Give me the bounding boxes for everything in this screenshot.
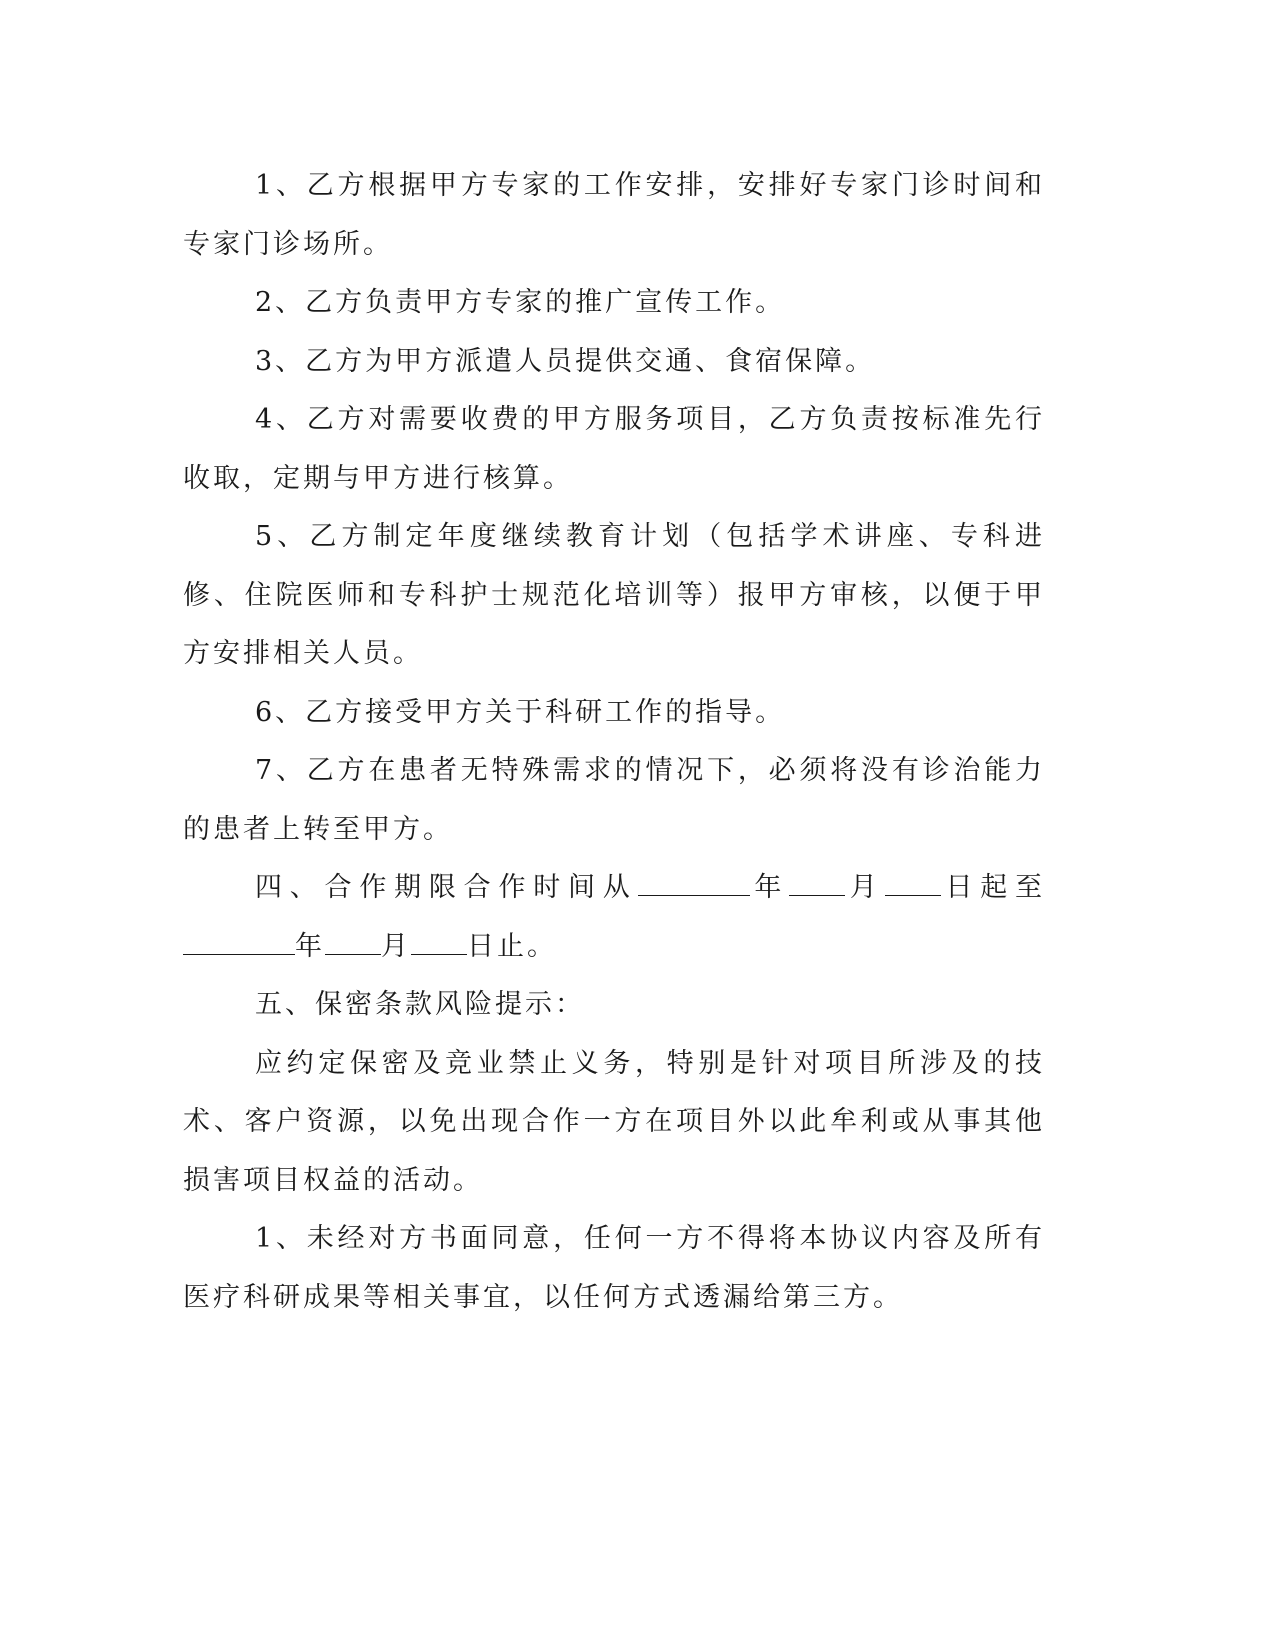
- paragraph-item-3: 3、乙方为甲方派遣人员提供交通、食宿保障。: [255, 345, 876, 377]
- term-end-month-label: 月: [381, 930, 411, 962]
- term-day-label: 日起至: [940, 872, 1046, 903]
- term-month-label: 月: [845, 872, 885, 903]
- start-year-blank: [638, 871, 750, 896]
- paragraph-item-5: 5、乙方制定年度继续教育计划（包括学术讲座、专科进修、住院医师和专科护士规范化培训等）报甲方审核，以便于甲方安排相关人员。: [183, 521, 1045, 669]
- term-prefix: 四、合作期限合作时间从: [255, 872, 638, 903]
- start-month-blank: [789, 871, 845, 896]
- document-body: [183, 157, 1045, 1327]
- end-month-blank: [325, 930, 381, 955]
- paragraph-item-4: 4、乙方对需要收费的甲方服务项目，乙方负责按标准先行收取，定期与甲方进行核算。: [183, 404, 1045, 494]
- risk-note-paragraph: 应约定保密及竞业禁止义务，特别是针对项目所涉及的技术、客户资源，以免出现合作一方在项目外以此牟利或从事其他损害项目权益的活动。: [183, 1047, 1045, 1196]
- cooperation-term-paragraph: [183, 859, 1045, 976]
- paragraph-item-6: 6、乙方接受甲方关于科研工作的指导。: [255, 696, 786, 728]
- term-year-label: 年: [749, 872, 790, 903]
- start-day-blank: [885, 871, 941, 896]
- paragraph-item-1: 1、乙方根据甲方专家的工作安排，安排好专家门诊时间和专家门诊场所。: [183, 170, 1045, 260]
- term-end-day-label: 日止。: [467, 930, 557, 962]
- confidentiality-clause-1: 1、未经对方书面同意，任何一方不得将本协议内容及所有医疗科研成果等相关事宜，以任何方式透漏给第三方。: [183, 1223, 1045, 1313]
- paragraph-item-7: 7、乙方在患者无特殊需求的情况下，必须将没有诊治能力的患者上转至甲方。: [183, 755, 1045, 845]
- section-five-heading: 五、保密条款风险提示：: [255, 989, 585, 1020]
- paragraph-item-2: 2、乙方负责甲方专家的推广宣传工作。: [255, 287, 786, 318]
- end-year-blank: [183, 930, 295, 955]
- term-end-year-label: 年: [295, 930, 325, 962]
- end-day-blank: [411, 930, 467, 955]
